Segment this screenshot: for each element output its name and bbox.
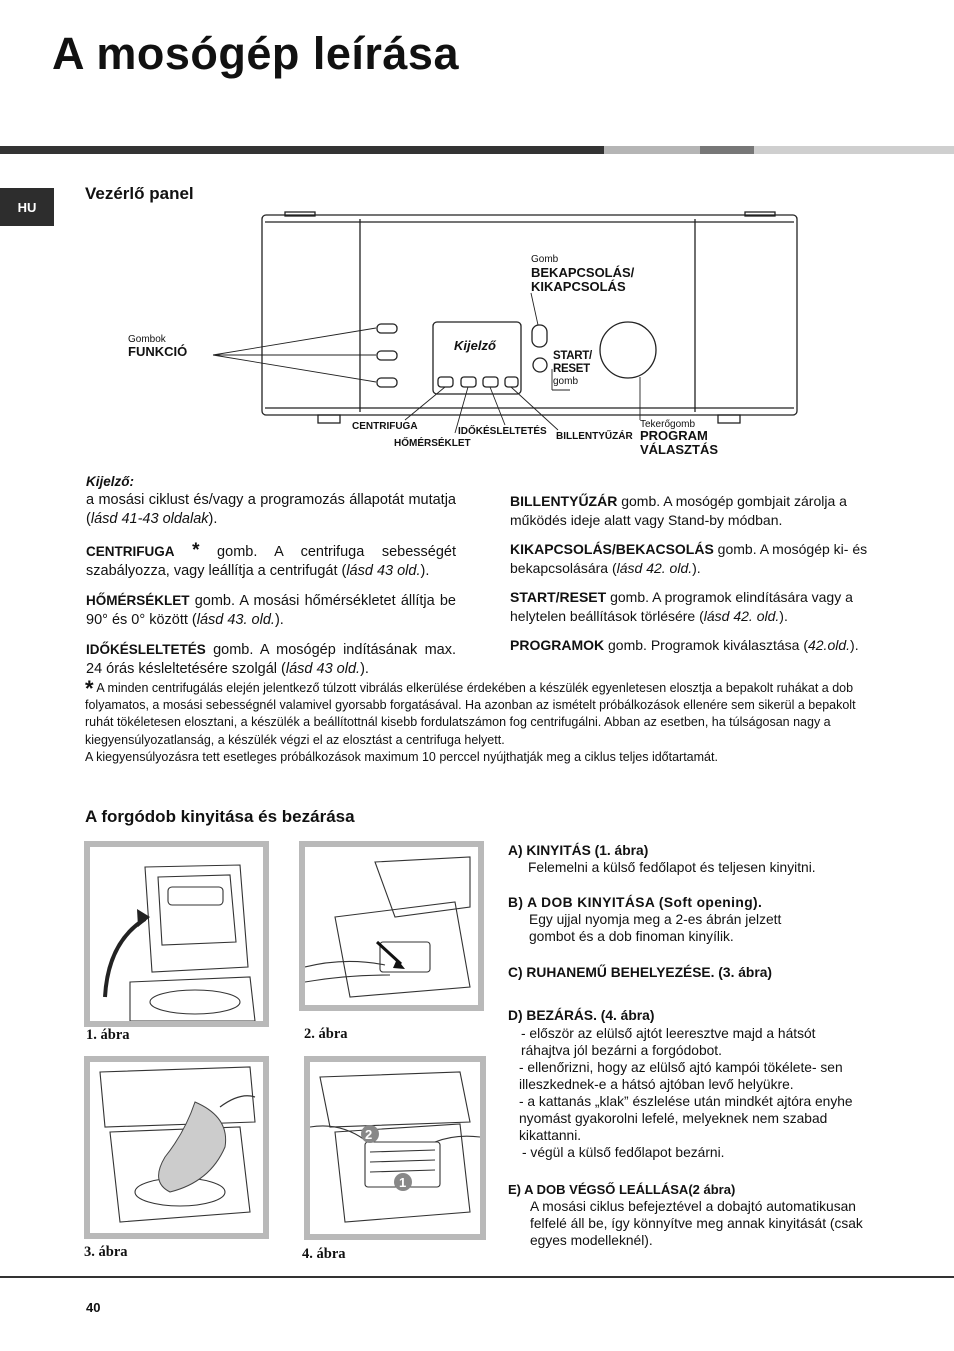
centrifuga-ref: lásd 43 old.: [346, 563, 421, 579]
centrifuga-end: ).: [420, 563, 430, 579]
step-e-title: E) A DOB VÉGSŐ LEÁLLÁSA(2 ábra): [508, 1182, 736, 1197]
step-d-item4: - végül a külső fedőlapot bezárni.: [522, 1145, 725, 1160]
funkcio-text: FUNKCIÓ: [128, 344, 188, 359]
language-tab: HU: [0, 188, 54, 226]
kikapcsolas-desc: [510, 540, 882, 578]
step-d-item1: - először az elülső ajtót leeresztve majd a hátsót ráhajtva jól bezárni a forgódobot.: [521, 1026, 816, 1058]
figure-1: [84, 841, 269, 1027]
header-bar-pale: [754, 146, 954, 154]
function-buttons-label: [128, 334, 187, 360]
display-label: Kijelző: [454, 338, 496, 353]
right-description: [510, 492, 882, 665]
centrifuga-star: *: [192, 540, 200, 561]
ido-title: IDŐKÉSLELTETÉS: [86, 642, 206, 657]
figure-4: [304, 1056, 486, 1240]
figure-2: [299, 841, 484, 1011]
ido-text: gomb. A mosógép indításának max. 24 órás késleltetésére szolgál (: [86, 642, 456, 677]
step-b-text: Egy ujjal nyomja meg a 2-es ábrán jelzett gombot és a dob finoman kinyílik.: [529, 912, 782, 944]
start-end: ).: [779, 608, 788, 624]
figure-3-illustration: [90, 1062, 263, 1233]
control-panel-heading: Vezérlő panel: [85, 184, 194, 203]
tekerogomb-text: Tekerőgomb: [640, 419, 696, 430]
centrifuga-desc: [86, 541, 456, 581]
centrifuga-label: CENTRIFUGA: [352, 421, 418, 432]
homerseklet-label: HŐMÉRSÉKLET: [394, 438, 471, 449]
start-ref: lásd 42. old.: [703, 608, 780, 624]
kijelzo-end: ).: [208, 511, 218, 527]
start-reset-text: START/ RESET: [553, 350, 592, 375]
footnote-star: *: [85, 676, 94, 701]
step-a-text: Felemelni a külső fedőlapot és teljesen kinyitni.: [528, 860, 816, 875]
footnote-text2: A kiegyensúlyozásra tett esetleges próbálkozások maximum 10 perccel nyújthatják meg a ciklus teljes időtartamát.: [85, 749, 718, 764]
programok-desc: [510, 636, 882, 655]
header-bar-dark: [0, 146, 604, 154]
figure-1-illustration: [90, 847, 263, 1021]
program-dial-label: [640, 419, 718, 457]
footnote-text: A minden centrifugálás elején jelentkező túlzott vibrálás elkerülése érdekében a készülék egyenletesen elosztja a bepakolt ruhákat a dob folyamatos, a mosási sebességnél valamivel gyorsabb forgatásával. Ha azonban az ismételt próbálkozások ellenére sem sikerül a bepakolt ruhát tökéletesen elosztani, a készülék a beállítottnál kisebb fordulatszámon fog centrifugálni. Abban az esetben, ha túlságosan nagy a kiegyensúlyozatlanság, a készülék végzi el az elosztást a centrifuga helyett.: [85, 681, 856, 747]
ido-ref: lásd 43 old.: [285, 661, 361, 677]
header-bar-light: [604, 146, 700, 154]
start-text: gomb. A programok elindítására vagy a helytelen beállítások törlésére (: [510, 589, 853, 624]
kikap-title: KIKAPCSOLÁS/BEKACSOLÁS: [510, 541, 714, 557]
centrifuga-text: gomb. A centrifuga sebességét szabályozza, vagy leállítja a centrifugát (: [86, 544, 456, 579]
figure-4-caption: 4. ábra: [302, 1246, 346, 1262]
homerseklet-title: HŐMÉRSÉKLET: [86, 593, 190, 608]
homerseklet-end: ).: [274, 612, 284, 628]
figure-3: [84, 1056, 269, 1239]
kijelzo-title: Kijelző:: [86, 474, 135, 489]
figure-3-caption: 3. ábra: [84, 1244, 128, 1260]
kijelzo-desc: [86, 491, 456, 529]
footnote: [85, 676, 875, 766]
kikap-text: gomb. A mosógép ki- és bekapcsolására (: [510, 541, 868, 576]
prog-ref: 42.old.: [807, 637, 851, 653]
figure-2-caption: 2. ábra: [304, 1026, 348, 1042]
homerseklet-desc: [86, 591, 456, 630]
kijelzo-text: a mosási ciklust és/vagy a programozás állapotát mutatja (: [86, 492, 456, 527]
ido-desc: [86, 640, 456, 679]
gomb-small-text: Gomb: [531, 254, 559, 265]
step-b-title: B) A DOB KINYITÁSA (Soft opening).: [508, 895, 763, 910]
start-reset-desc: [510, 588, 882, 626]
start-title: START/RESET: [510, 589, 607, 605]
kijelzo-ref: lásd 41-43 oldalak: [90, 511, 209, 527]
svg-text:2: 2: [365, 1127, 373, 1142]
bekapcsolas-text: BEKAPCSOLÁS/ KIKAPCSOLÁS: [531, 265, 635, 294]
footer-rule: [0, 1276, 954, 1278]
figure-1-caption: 1. ábra: [86, 1027, 130, 1043]
bill-title: BILLENTYŰZÁR: [510, 493, 618, 509]
figure-4-illustration: [310, 1062, 480, 1234]
billentyuzar-label: BILLENTYŰZÁR: [556, 431, 633, 442]
prog-title: PROGRAMOK: [510, 637, 605, 653]
drum-heading: A forgódob kinyitása és bezárása: [85, 807, 355, 826]
idokesleltetes-label: IDŐKÉSLELTETÉS: [458, 426, 547, 437]
gombok-small-text: Gombok: [128, 334, 166, 345]
bill-text: gomb. A mosógép gombjait zárolja a működés ideje alatt vagy Stand-by módban.: [510, 493, 847, 528]
prog-end: ).: [850, 637, 859, 653]
page-title: A mosógép leírása: [52, 28, 459, 79]
step-e-text: A mosási ciklus befejeztével a dobajtó automatikusan felfelé áll be, így könnyítve meg annak kinyitását (csak egyes modelleknél).: [530, 1199, 863, 1248]
start-reset-label: [553, 350, 592, 388]
gomb2-text: gomb: [553, 376, 579, 387]
page-number: 40: [86, 1300, 101, 1315]
step-c-title: C) RUHANEMŰ BEHELYEZÉSE. (3. ábra): [508, 965, 772, 980]
homerseklet-ref: lásd 43. old.: [196, 612, 275, 628]
left-description: [86, 472, 456, 689]
program-text: PROGRAM VÁLASZTÁS: [640, 428, 718, 457]
billentyuzar-desc: [510, 492, 882, 530]
header-bar-mid: [700, 146, 754, 154]
svg-text:1: 1: [399, 1175, 407, 1190]
step-d-item3: - a kattanás „klak” észlelése után mindkét ajtóra enyhe nyomást gyakorolni lefelé, melyeknek nem szabad kikattanni.: [519, 1094, 853, 1143]
ido-end: ).: [360, 661, 369, 677]
step-a-title: A) KINYITÁS (1. ábra): [508, 843, 649, 858]
step-d-title: D) BEZÁRÁS. (4. ábra): [508, 1008, 655, 1023]
prog-text: gomb. Programok kiválasztása (: [604, 637, 808, 653]
kikap-end: ).: [692, 560, 701, 576]
homerseklet-text: gomb. A mosási hőmérsékletet állítja be 90° és 0° között (: [86, 593, 456, 628]
figure-2-illustration: [305, 847, 478, 1005]
step-d-item2: - ellenőrizni, hogy az elülső ajtó kampói tökélete- sen illeszkednek-e a hátsó ajtóban levő helyükre.: [519, 1060, 843, 1092]
kikap-ref: lásd 42. old.: [616, 560, 693, 576]
power-button-label: [531, 254, 634, 294]
drum-steps: [508, 842, 888, 1249]
centrifuga-title: CENTRIFUGA: [86, 544, 175, 559]
